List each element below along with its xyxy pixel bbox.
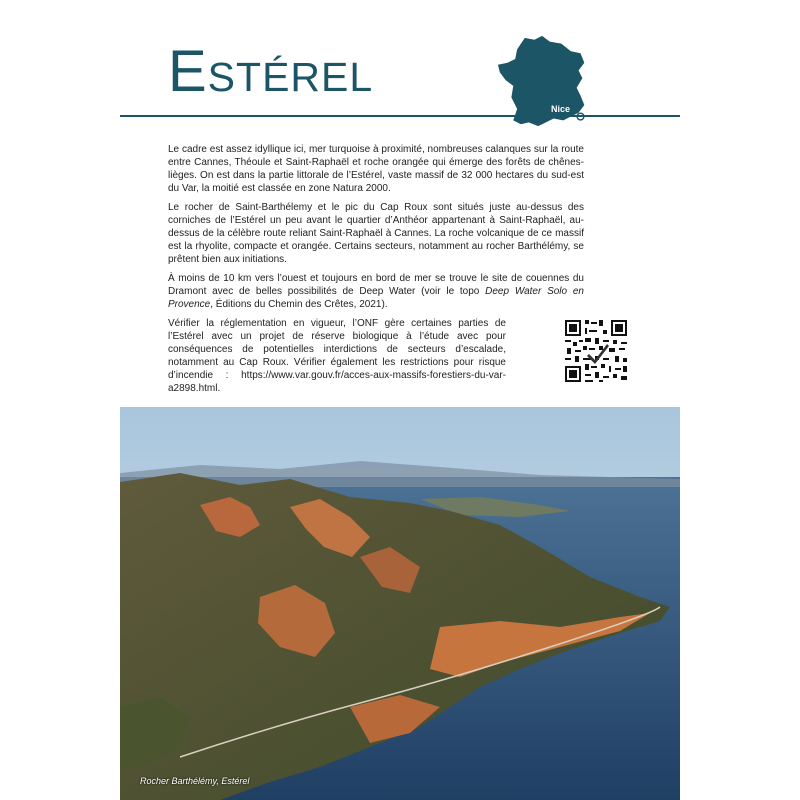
qr-code-icon[interactable] bbox=[563, 318, 629, 384]
paragraph-3-text-start: À moins de 10 km vers l’ouest et toujours en bord de mer se trouve le site de couennes du Dramont avec de belles possibilités de Deep Water (voir le topo bbox=[168, 273, 584, 297]
map-city-label: Nice bbox=[551, 104, 571, 114]
paragraph-4: Vérifier la réglementation en vigueur, l’ONF gère certaines parties de l’Estérel avec un projet de réserve biologique à l’étude avec pour conséquences de potentielles interdictions de secteurs d’escalade, notamment au Cap Roux. Vérifier également les restrictions pour risque d’incendie : https://www.var.gouv.fr/acces-aux-massifs-forestiers-du-var-a2898.html. bbox=[168, 318, 506, 394]
photo-caption: Rocher Barthélémy, Estérel bbox=[140, 776, 250, 786]
paragraph-3-text-end: , Éditions du Chemin des Crêtes, 2021). bbox=[210, 299, 388, 310]
article-body bbox=[168, 143, 584, 401]
guide-page bbox=[120, 0, 680, 800]
paragraph-1: Le cadre est assez idyllique ici, mer turquoise à proximité, nombreuses calanques sur la route entre Cannes, Théoule et Saint-Raphaël et roche orangée qui émerge des forêts de chênes-lièges. On est dans la partie littorale de l’Estérel, vaste massif de 32 000 hectares du sud-est du Var, la moitié est classée en zone Natura 2000. bbox=[168, 144, 584, 194]
topo-title: Deep Water Solo en Provence bbox=[168, 286, 584, 310]
paragraph-2: Le rocher de Saint-Barthélemy et le pic du Cap Roux sont situés juste au-dessus des corniches de l’Estérel un peu avant le quartier d’Anthéor appartenant à Saint-Raphaël, au-dessus de la célèbre route reliant Saint-Raphaël à Cannes. La roche volcanique de ce massif est la rhyolite, compacte et orangée. Certains secteurs, notamment au rocher Barthélémy, se prêtent bien aux initiations. bbox=[168, 202, 584, 265]
landscape-photo bbox=[120, 407, 680, 800]
page-title: Estérel bbox=[168, 39, 374, 104]
title-divider bbox=[120, 115, 680, 117]
paragraph-3 bbox=[168, 272, 584, 311]
